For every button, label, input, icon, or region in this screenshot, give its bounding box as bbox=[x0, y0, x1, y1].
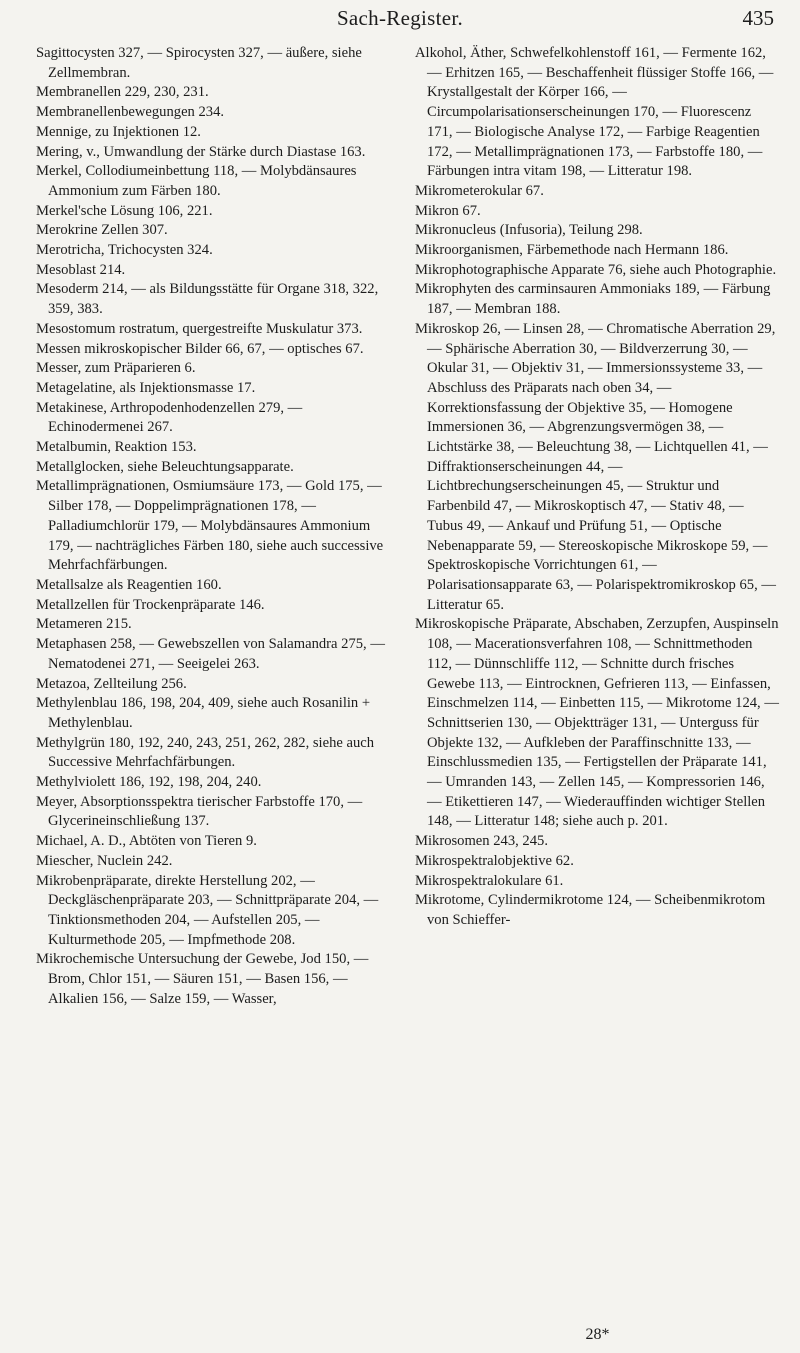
index-entry: Mikrospektralobjektive 62. bbox=[415, 852, 574, 869]
page-header bbox=[0, 6, 800, 40]
index-entry: Alkohol, Äther, Schwefelkohlenstoff 161, — Fermente 162, — Erhitzen 165, — Beschaffenheit flüssiger Stoffe 166, — Krystallgestalt der Körper 166, — Circumpolarisationserscheinungen 170, — Fluorescenz 171, — Biologische Analyse 172, — Farbige Reagentien 172, — Metallimprägnationen 173, — Farbstoffe 180, — Färbungen intra vitam 198, — Litteratur 198. bbox=[415, 45, 774, 180]
index-entry: Metagelatine, als Injektionsmasse 17. bbox=[36, 379, 256, 396]
index-entry: Miescher, Nuclein 242. bbox=[36, 852, 173, 869]
index-entry: Metallimprägnationen, Osmiumsäure 173, — Gold 175, — Silber 178, — Doppelimprägnationen 178, — Palladiumchlorür 179, — Molybdänsaures Ammonium 179, — nachträgliches Färben 180, siehe auch successive Mehrfachfärbungen. bbox=[36, 478, 384, 574]
index-entry: Mikrotome, Cylindermikrotome 124, — Scheibenmikrotom von Schieffer- bbox=[415, 892, 766, 928]
index-entry: Messer, zum Präparieren 6. bbox=[36, 360, 196, 377]
index-entry: Merkel, Collodiumeinbettung 118, — Molybdänsaures Ammonium zum Färben 180. bbox=[36, 163, 357, 199]
index-entry: Sagittocysten 327, — Spirocysten 327, — äußere, siehe Zellmembran. bbox=[36, 45, 362, 81]
index-entry: Mikroorganismen, Färbemethode nach Hermann 186. bbox=[415, 242, 729, 259]
index-entry: Mikrochemische Untersuchung der Gewebe, Jod 150, — Brom, Chlor 151, — Säuren 151, — Basen 156, — Alkalien 156, — Salze 159, — Wasser, bbox=[36, 951, 369, 1007]
index-entry: Mikronucleus (Infusoria), Teilung 298. bbox=[415, 222, 643, 239]
index-entry: Michael, A. D., Abtöten von Tieren 9. bbox=[36, 833, 257, 850]
index-entry: Meyer, Absorptionsspektra tierischer Farbstoffe 170, — Glycerineinschließung 137. bbox=[36, 793, 363, 830]
index-entry: Mesoderm 214, — als Bildungsstätte für Organe 318, 322, 359, 383. bbox=[36, 281, 379, 318]
index-entry: Merokrine Zellen 307. bbox=[36, 222, 168, 239]
index-entry: Membranellen 229, 230, 231. bbox=[36, 84, 209, 101]
index-entry: Messen mikroskopischer Bilder 66, 67, — optisches 67. bbox=[36, 340, 364, 357]
index-entry: Metameren 215. bbox=[36, 616, 132, 633]
index-entry: Metakinese, Arthropodenhodenzellen 279, — Echinodermenei 267. bbox=[36, 399, 303, 436]
index-entry: Mikrometerokular 67. bbox=[415, 182, 544, 199]
index-entry: Metallsalze als Reagentien 160. bbox=[36, 576, 222, 593]
index-entry: Mikrospektralokulare 61. bbox=[415, 872, 564, 889]
index-entry: Mikrophyten des carminsauren Ammoniaks 189, — Färbung 187, — Membran 188. bbox=[415, 281, 771, 318]
index-entry: Merotricha, Trichocysten 324. bbox=[36, 242, 213, 259]
index-entry: Mikron 67. bbox=[415, 202, 481, 219]
index-entry: Mikrosomen 243, 245. bbox=[415, 833, 548, 850]
right-column bbox=[415, 44, 780, 931]
signature-mark: 28* bbox=[585, 1326, 610, 1343]
page-number: 435 bbox=[742, 6, 774, 30]
index-entry: Merkel'sche Lösung 106, 221. bbox=[36, 202, 213, 219]
index-entry: Metallglocken, siehe Beleuchtungsapparate. bbox=[36, 458, 294, 475]
index-entry: Mesoblast 214. bbox=[36, 261, 126, 278]
index-entry: Mikrobenpräparate, direkte Herstellung 202, — Deckgläschenpräparate 203, — Schnittpräparate 204, — Tinktionsmethoden 204, — Aufstellen 205, — Kulturmethode 205, — Impfmethode 208. bbox=[36, 872, 379, 948]
index-entry: Mikroskop 26, — Linsen 28, — Chromatische Aberration 29, — Sphärische Aberration 30, — Bildverzerrung 30, — Okular 31, — Objektiv 31, — Immersionssysteme 33, — Abschluss des Präparats nach oben 34, — Korrektionsfassung der Objektive 35, — Homogene Immersionen 36, — Abgrenzungsvermögen 38, — Lichtstärke 38, — Beleuchtung 38, — Lichtquellen 41, — Diffraktionserscheinungen 44, — Lichtbrechungserscheinungen 45, — Struktur und Farbenbild 47, — Mikroskoptisch 47, — Stativ 48, — Tubus 49, — Ankauf und Prüfung 51, — Optische Nebenapparate 59, — Stereoskopische Mikroskope 59, — Spektroskopische Vorrichtungen 61, — Polarisationsapparate 63, — Polarispektromikroskop 65, — Litteratur 65. bbox=[415, 320, 776, 613]
index-entry: Mikrophotographische Apparate 76, siehe auch Photographie. bbox=[415, 261, 777, 278]
index-entry: Mesostomum rostratum, quergestreifte Muskulatur 373. bbox=[36, 320, 363, 337]
index-entry: Metazoa, Zellteilung 256. bbox=[36, 675, 187, 692]
index-entry: Mikroskopische Präparate, Abschaben, Zerzupfen, Auspinseln 108, — Macerationsverfahren 108, — Schnittmethoden 112, — Dünnschliffe 112, — Schnitte durch frisches Gewebe 113, — Eintrocknen, Gefrieren 113, — Einfassen, Einschmelzen 114, — Einbetten 115, — Mikrotome 124, — Schnittserien 130, — Objektträger 131, — Unterguss für Objekte 132, — Aufkleben der Paraffinschnitte 133, — Einschlussmedien 135, — Fertigstellen der Präparate 141, — Umranden 143, — Zellen 145, — Kompressorien 146, — Etikettieren 147, — Wiederauffinden wichtiger Stellen 148, — Litteratur 148; siehe auch p. 201. bbox=[415, 616, 779, 830]
index-entry: Methylgrün 180, 192, 240, 243, 251, 262, 282, siehe auch Successive Mehrfachfärbungen. bbox=[36, 734, 375, 771]
index-entry: Metalbumin, Reaktion 153. bbox=[36, 439, 197, 456]
index-entry: Metaphasen 258, — Gewebszellen von Salamandra 275, — Nematodenei 271, — Seeigelei 263. bbox=[36, 636, 385, 672]
left-column bbox=[36, 44, 396, 1009]
page-title: Sach-Register. bbox=[336, 6, 464, 30]
index-entry: Methylenblau 186, 198, 204, 409, siehe auch Rosanilin + Methylenblau. bbox=[36, 695, 371, 731]
index-entry: Metallzellen für Trockenpräparate 146. bbox=[36, 596, 265, 613]
index-entry: Mennige, zu Injektionen 12. bbox=[36, 123, 201, 140]
index-entry: Mering, v., Umwandlung der Stärke durch Diastase 163. bbox=[36, 143, 366, 160]
index-entry: Methylviolett 186, 192, 198, 204, 240. bbox=[36, 774, 262, 791]
index-entry: Membranellenbewegungen 234. bbox=[36, 104, 225, 121]
